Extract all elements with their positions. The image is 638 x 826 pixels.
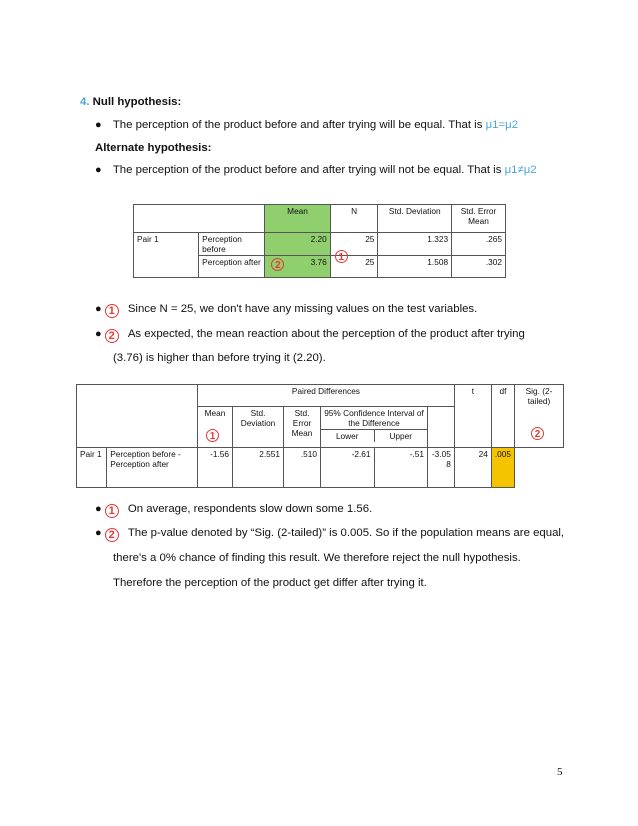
null-hypothesis-item [95,118,518,132]
header-paired-differences: Paired Differences [198,385,455,407]
alternate-hypothesis-text: The perception of the product before and after trying will not be equal. That is [112,164,505,176]
se-after: .302 [452,256,506,278]
marker-circle-icon: 2 [531,427,544,440]
note-continuation: Therefore the perception of the product get differ after trying it. [113,577,427,589]
header-upper: Upper [389,431,413,442]
t-value: -3.058 [428,448,455,488]
header-df: df [491,385,514,448]
ci-upper: -.51 [374,448,428,488]
paired-samples-test-table [76,384,564,488]
marker-circle-icon: 1 [335,250,348,263]
sd-before: 1.323 [378,233,452,256]
header-sig [515,385,564,448]
sd-after: 1.508 [378,256,452,278]
n-before: 25 [330,233,378,256]
row-label-before: Perception before [199,233,265,256]
header-std-deviation: Std. Deviation [233,407,284,448]
header-mean [198,407,233,448]
mean-after [265,256,330,278]
ci-title: 95% Confidence Interval of the Difference [324,408,424,429]
header-std-error-mean: Std. Error Mean [284,407,321,448]
row-label-after: Perception after [199,256,265,278]
bullet-icon: ● [95,164,102,176]
pair-label: Pair 1 [134,233,199,278]
n-after [330,252,378,278]
marker-circle-icon: 2 [105,528,119,542]
sig-value: .005 [491,448,514,488]
marker-circle-icon: 1 [105,504,119,518]
alternate-hypothesis-item [95,163,537,177]
diff-se: .510 [284,448,321,488]
bullet-icon: ● [95,527,102,539]
null-hypothesis-text: The perception of the product before and after trying will be equal. That is [112,119,486,131]
note-item [95,526,564,542]
note-text: Since N = 25, we don't have any missing values on the test variables. [127,303,478,315]
header-mean-label: Mean [204,408,226,419]
note-continuation: (3.76) is higher than before trying it (2.20). [113,352,326,364]
header-confidence-interval [321,407,428,448]
empty-corner-cell [134,205,265,233]
note-text: The p-value denoted by “Sig. (2-tailed)” is 0.005. So if the population means are equal, [127,527,565,539]
note-text: On average, respondents slow down some 1.56. [127,503,373,515]
df-value: 24 [454,448,491,488]
note-item [95,302,477,318]
ci-lower: -2.61 [321,448,375,488]
marker-circle-icon: 1 [105,304,119,318]
se-before: .265 [452,233,506,256]
alternate-hypothesis-title: Alternate hypothesis: [95,142,212,154]
n-after-value: 25 [365,257,375,267]
bullet-icon: ● [95,303,102,315]
bullet-icon: ● [95,328,102,340]
pair-label: Pair 1 [77,448,107,488]
header-std-deviation: Std. Deviation [378,205,452,233]
diff-sd: 2.551 [233,448,284,488]
marker-circle-icon: 2 [271,258,284,271]
null-formula: μ1=μ2 [485,119,519,131]
section-number: 4. [80,96,90,108]
null-hypothesis-title: Null hypothesis: [92,96,182,108]
note-item [95,327,525,343]
paired-samples-statistics-table [133,204,506,278]
header-sig-label: Sig. (2-tailed) [525,386,553,406]
note-item [95,502,372,518]
empty-corner-cell [77,385,198,448]
header-std-error-mean: Std. Error Mean [452,205,506,233]
section-heading [80,95,181,109]
header-t: t [454,385,491,448]
header-lower: Lower [321,430,375,442]
marker-circle-icon: 1 [206,429,219,442]
page-number: 5 [557,766,563,778]
header-mean: Mean [265,205,330,233]
mean-after-value: 3.76 [310,257,327,267]
bullet-icon: ● [95,119,102,131]
note-continuation: there's a 0% chance of finding this result. We therefore reject the null hypothesis. [113,552,521,564]
bullet-icon: ● [95,503,102,515]
ci-subheaders [321,429,427,442]
alternate-formula: μ1≠μ2 [504,164,537,176]
row-label: Perception before - Perception after [107,448,198,488]
mean-before: 2.20 [265,233,330,256]
note-text: As expected, the mean reaction about the perception of the product after trying [127,328,525,340]
marker-circle-icon: 2 [105,329,119,343]
header-n: N [330,205,378,233]
diff-mean: -1.56 [198,448,233,488]
